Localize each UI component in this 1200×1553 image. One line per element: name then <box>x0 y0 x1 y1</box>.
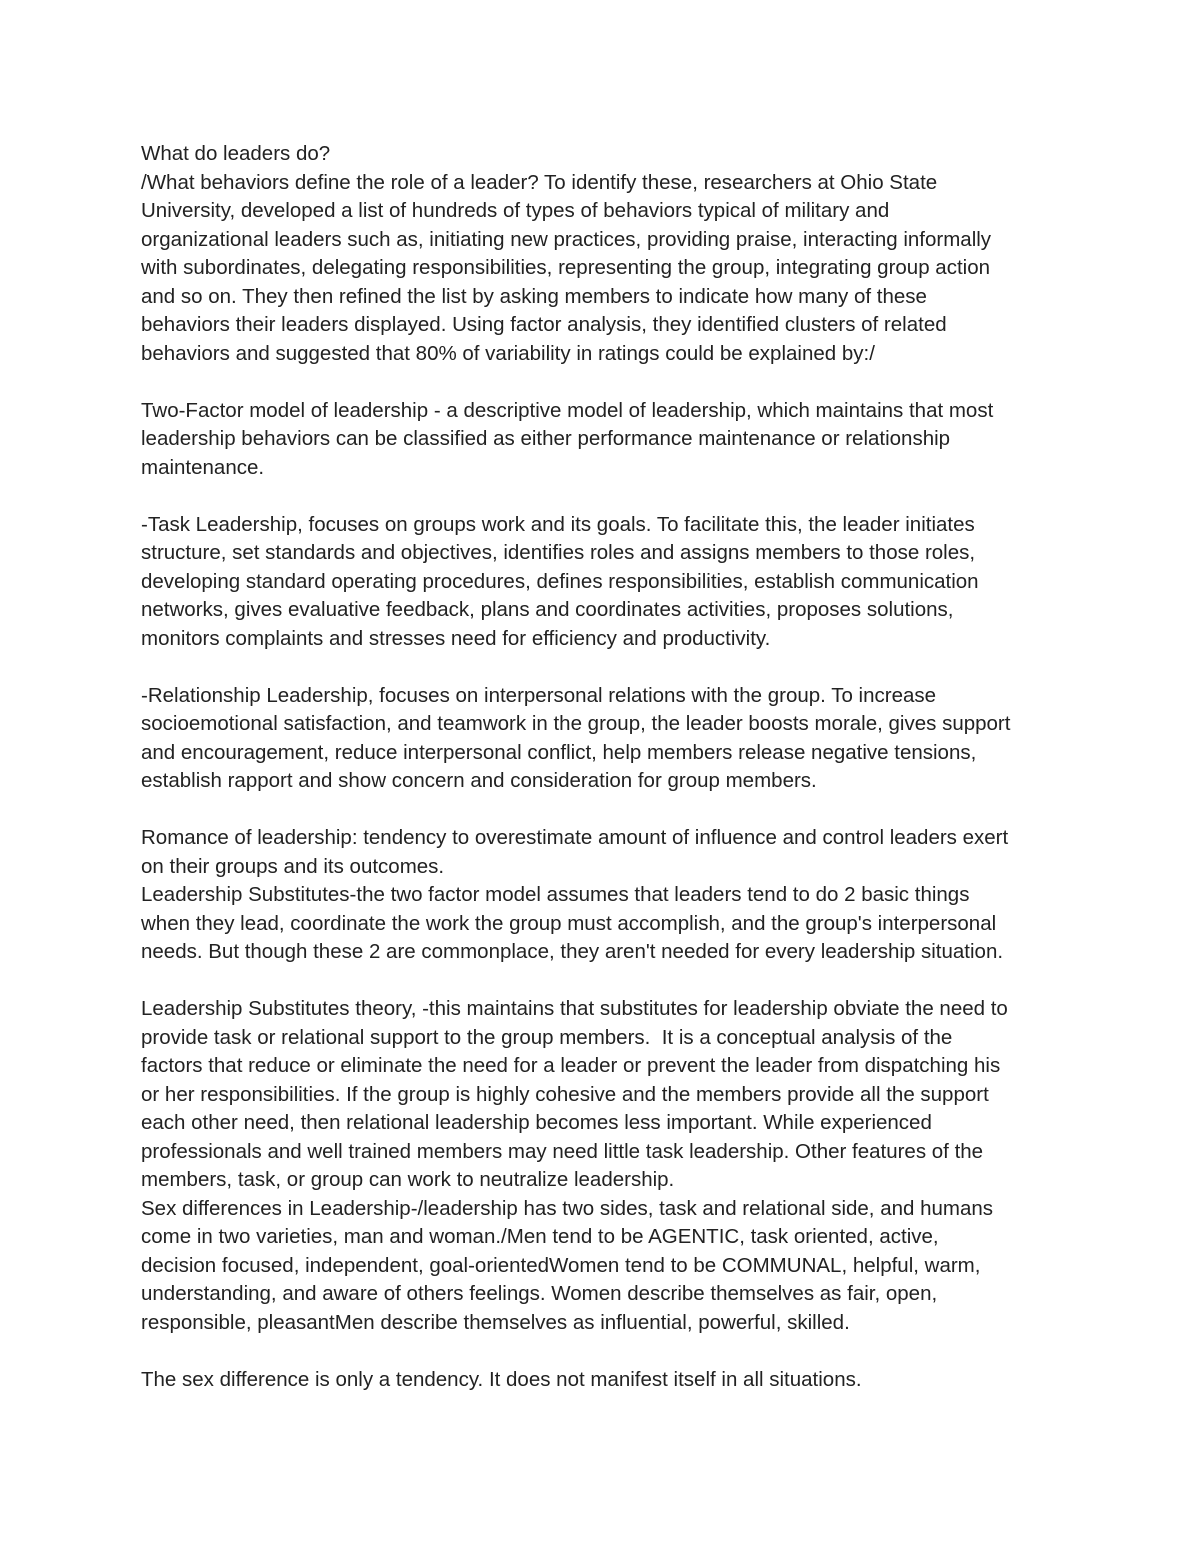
text-line: -Relationship Leadership, focuses on interpersonal relations with the group. To increase <box>141 683 937 707</box>
text-line: on their groups and its outcomes. <box>141 854 445 878</box>
text-line: developing standard operating procedures, defines responsibilities, establish communication <box>141 569 979 593</box>
paragraph-romance-of-leadership <box>141 824 1076 967</box>
text-line: and encouragement, reduce interpersonal conflict, help members release negative tensions, <box>141 740 977 764</box>
text-line: /What behaviors define the role of a leader? To identify these, researchers at Ohio State <box>141 170 938 194</box>
text-line: Two-Factor model of leadership - a descriptive model of leadership, which maintains that most <box>141 398 994 422</box>
text-line: each other need, then relational leadership becomes less important. While experienced <box>141 1111 932 1134</box>
text-line: behaviors their leaders displayed. Using factor analysis, they identified clusters of related <box>141 313 947 336</box>
text-line: Leadership Substitutes-the two factor model assumes that leaders tend to do 2 basic things <box>141 883 970 906</box>
text-line: The sex difference is only a tendency. It does not manifest itself in all situations. <box>141 1367 862 1391</box>
text-line: provide task or relational support to the group members. It is a conceptual analysis of the <box>141 1025 953 1049</box>
paragraph-what-do-leaders-do <box>141 140 1076 368</box>
text-line: What do leaders do? <box>141 142 331 165</box>
text-line: needs. But though these 2 are commonplace, they aren't needed for every leadership situation. <box>141 940 1004 963</box>
paragraph-task-leadership <box>141 511 1076 654</box>
text-line: monitors complaints and stresses need for efficiency and productivity. <box>141 626 771 650</box>
text-line: Romance of leadership: tendency to overestimate amount of influence and control leaders exert <box>141 826 1009 849</box>
text-line: members, task, or group can work to neutralize leadership. <box>141 1168 675 1191</box>
text-line: -Task Leadership, focuses on groups work and its goals. To facilitate this, the leader initiates <box>141 512 975 536</box>
paragraph-spacer <box>141 482 1076 511</box>
paragraph-spacer <box>141 368 1076 397</box>
paragraph-spacer <box>141 796 1076 825</box>
text-line: come in two varieties, man and woman./Men tend to be AGENTIC, task oriented, active, <box>141 1225 939 1248</box>
text-line: structure, set standards and objectives, identifies roles and assigns members to those roles, <box>141 541 976 564</box>
paragraph-spacer <box>141 653 1076 682</box>
paragraph-spacer <box>141 967 1076 996</box>
text-line: Leadership Substitutes theory, -this maintains that substitutes for leadership obviate the need to <box>141 997 1008 1020</box>
text-line: socioemotional satisfaction, and teamwork in the group, the leader boosts morale, gives support <box>141 712 1011 735</box>
text-line: establish rapport and show concern and consideration for group members. <box>141 769 817 792</box>
paragraph-sex-difference-tendency <box>141 1366 1076 1395</box>
text-line: University, developed a list of hundreds of types of behaviors typical of military and <box>141 199 890 222</box>
text-line: factors that reduce or eliminate the need for a leader or prevent the leader from dispatching his <box>141 1054 1001 1077</box>
text-line: organizational leaders such as, initiating new practices, providing praise, interacting informally <box>141 227 992 251</box>
text-line: professionals and well trained members may need little task leadership. Other features of the <box>141 1139 984 1163</box>
text-line: when they lead, coordinate the work the group must accomplish, and the group's interpersonal <box>141 911 997 935</box>
text-line: decision focused, independent, goal-orientedWomen tend to be COMMUNAL, helpful, warm, <box>141 1253 981 1277</box>
text-line: or her responsibilities. If the group is highly cohesive and the members provide all the support <box>141 1082 989 1106</box>
paragraph-two-factor-model <box>141 397 1076 483</box>
paragraph-leadership-substitutes-theory <box>141 995 1076 1337</box>
document-body <box>141 140 1076 1394</box>
text-line: leadership behaviors can be classified as either performance maintenance or relationship <box>141 427 951 450</box>
paragraph-spacer <box>141 1337 1076 1366</box>
text-line: maintenance. <box>141 455 265 479</box>
text-line: Sex differences in Leadership-/leadership has two sides, task and relational side, and humans <box>141 1196 994 1220</box>
text-line: networks, gives evaluative feedback, plans and coordinates activities, proposes solutions, <box>141 598 954 621</box>
paragraph-relationship-leadership <box>141 682 1076 796</box>
text-line: behaviors and suggested that 80% of variability in ratings could be explained by:/ <box>141 341 875 365</box>
text-line: and so on. They then refined the list by asking members to indicate how many of these <box>141 284 927 308</box>
text-line: responsible, pleasantMen describe themselves as influential, powerful, skilled. <box>141 1310 850 1334</box>
text-line: understanding, and aware of others feelings. Women describe themselves as fair, open, <box>141 1282 938 1305</box>
text-line: with subordinates, delegating responsibilities, representing the group, integrating group action <box>141 256 991 279</box>
